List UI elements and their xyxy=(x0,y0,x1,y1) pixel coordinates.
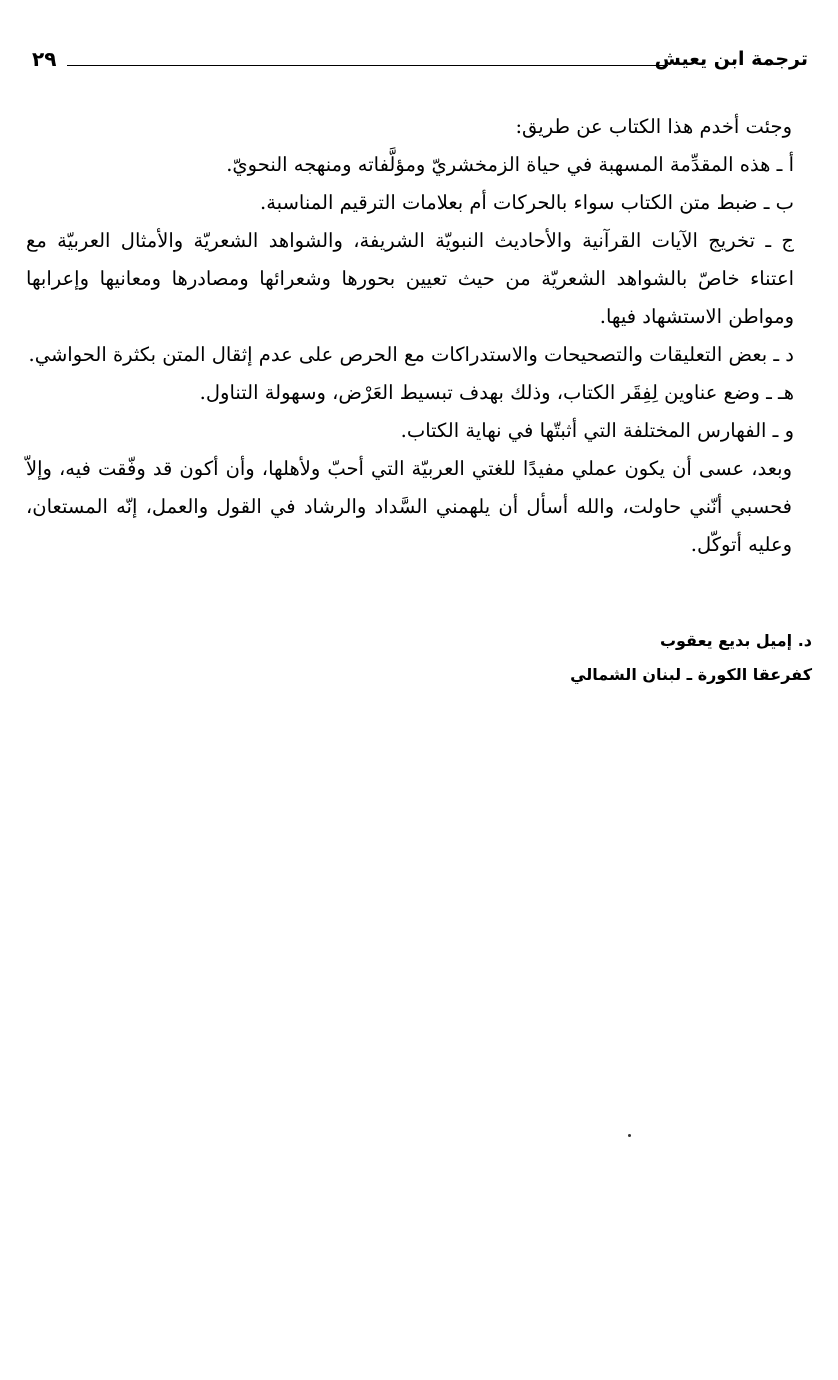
list-item-d: د ـ بعض التعليقات والتصحيحات والاستدراكات مع الحرص على عدم إثقال المتن بكثرة الحواشي. xyxy=(28,343,794,366)
list-item-f: و ـ الفهارس المختلفة التي أثبتّها في نهاية الكتاب. xyxy=(400,419,794,442)
author-place: كفرعقا الكورة ـ لبنان الشمالي xyxy=(570,665,812,684)
intro-paragraph: وجئت أخدم هذا الكتاب عن طريق: xyxy=(515,115,792,138)
page-number: ٢٩ xyxy=(32,47,57,71)
running-header-title: ترجمة ابن يعيش xyxy=(654,48,808,70)
author-name: د. إميل بديع يعقوب xyxy=(659,631,812,650)
stray-dot xyxy=(628,1134,631,1137)
list-item-e: هـ ـ وضع عناوين لِفِقَر الكتاب، وذلك بهدف تبسيط العَرْض، وسهولة التناول. xyxy=(199,381,794,404)
running-header xyxy=(32,44,808,78)
list-item-c: ج ـ تخريج الآيات القرآنية والأحاديث النبويّة الشريفة، والشواهد الشعريّة والأمثال العربيّة مع اعتناء خاصّ بالشواهد الشعريّة من حيث تعيين بحورها وشعرائها ومصادرها ومعانيها وإعرابها ومواطن الاستشهاد فيها. xyxy=(26,229,794,328)
header-rule xyxy=(67,65,668,66)
body-text xyxy=(26,108,812,564)
closing-paragraph: وبعد، عسى أن يكون عملي مفيدًا للغتي العربيّة التي أحبّ ولأهلها، وأن أكون قد وفّقت فيه، وإلاّ فحسبي أنّني حاولت، والله أسأل أن يلهمني السَّداد والرشاد في القول والعمل، إنّه المستعان، وعليه أتوكّل. xyxy=(26,457,792,556)
list-item-a: أ ـ هذه المقدِّمة المسهبة في حياة الزمخشريّ ومؤلَّفاته ومنهجه النحويّ. xyxy=(226,153,794,176)
list-item-b: ب ـ ضبط متن الكتاب سواء بالحركات أم بعلامات الترقيم المناسبة. xyxy=(260,191,794,214)
signature-block xyxy=(570,624,812,692)
